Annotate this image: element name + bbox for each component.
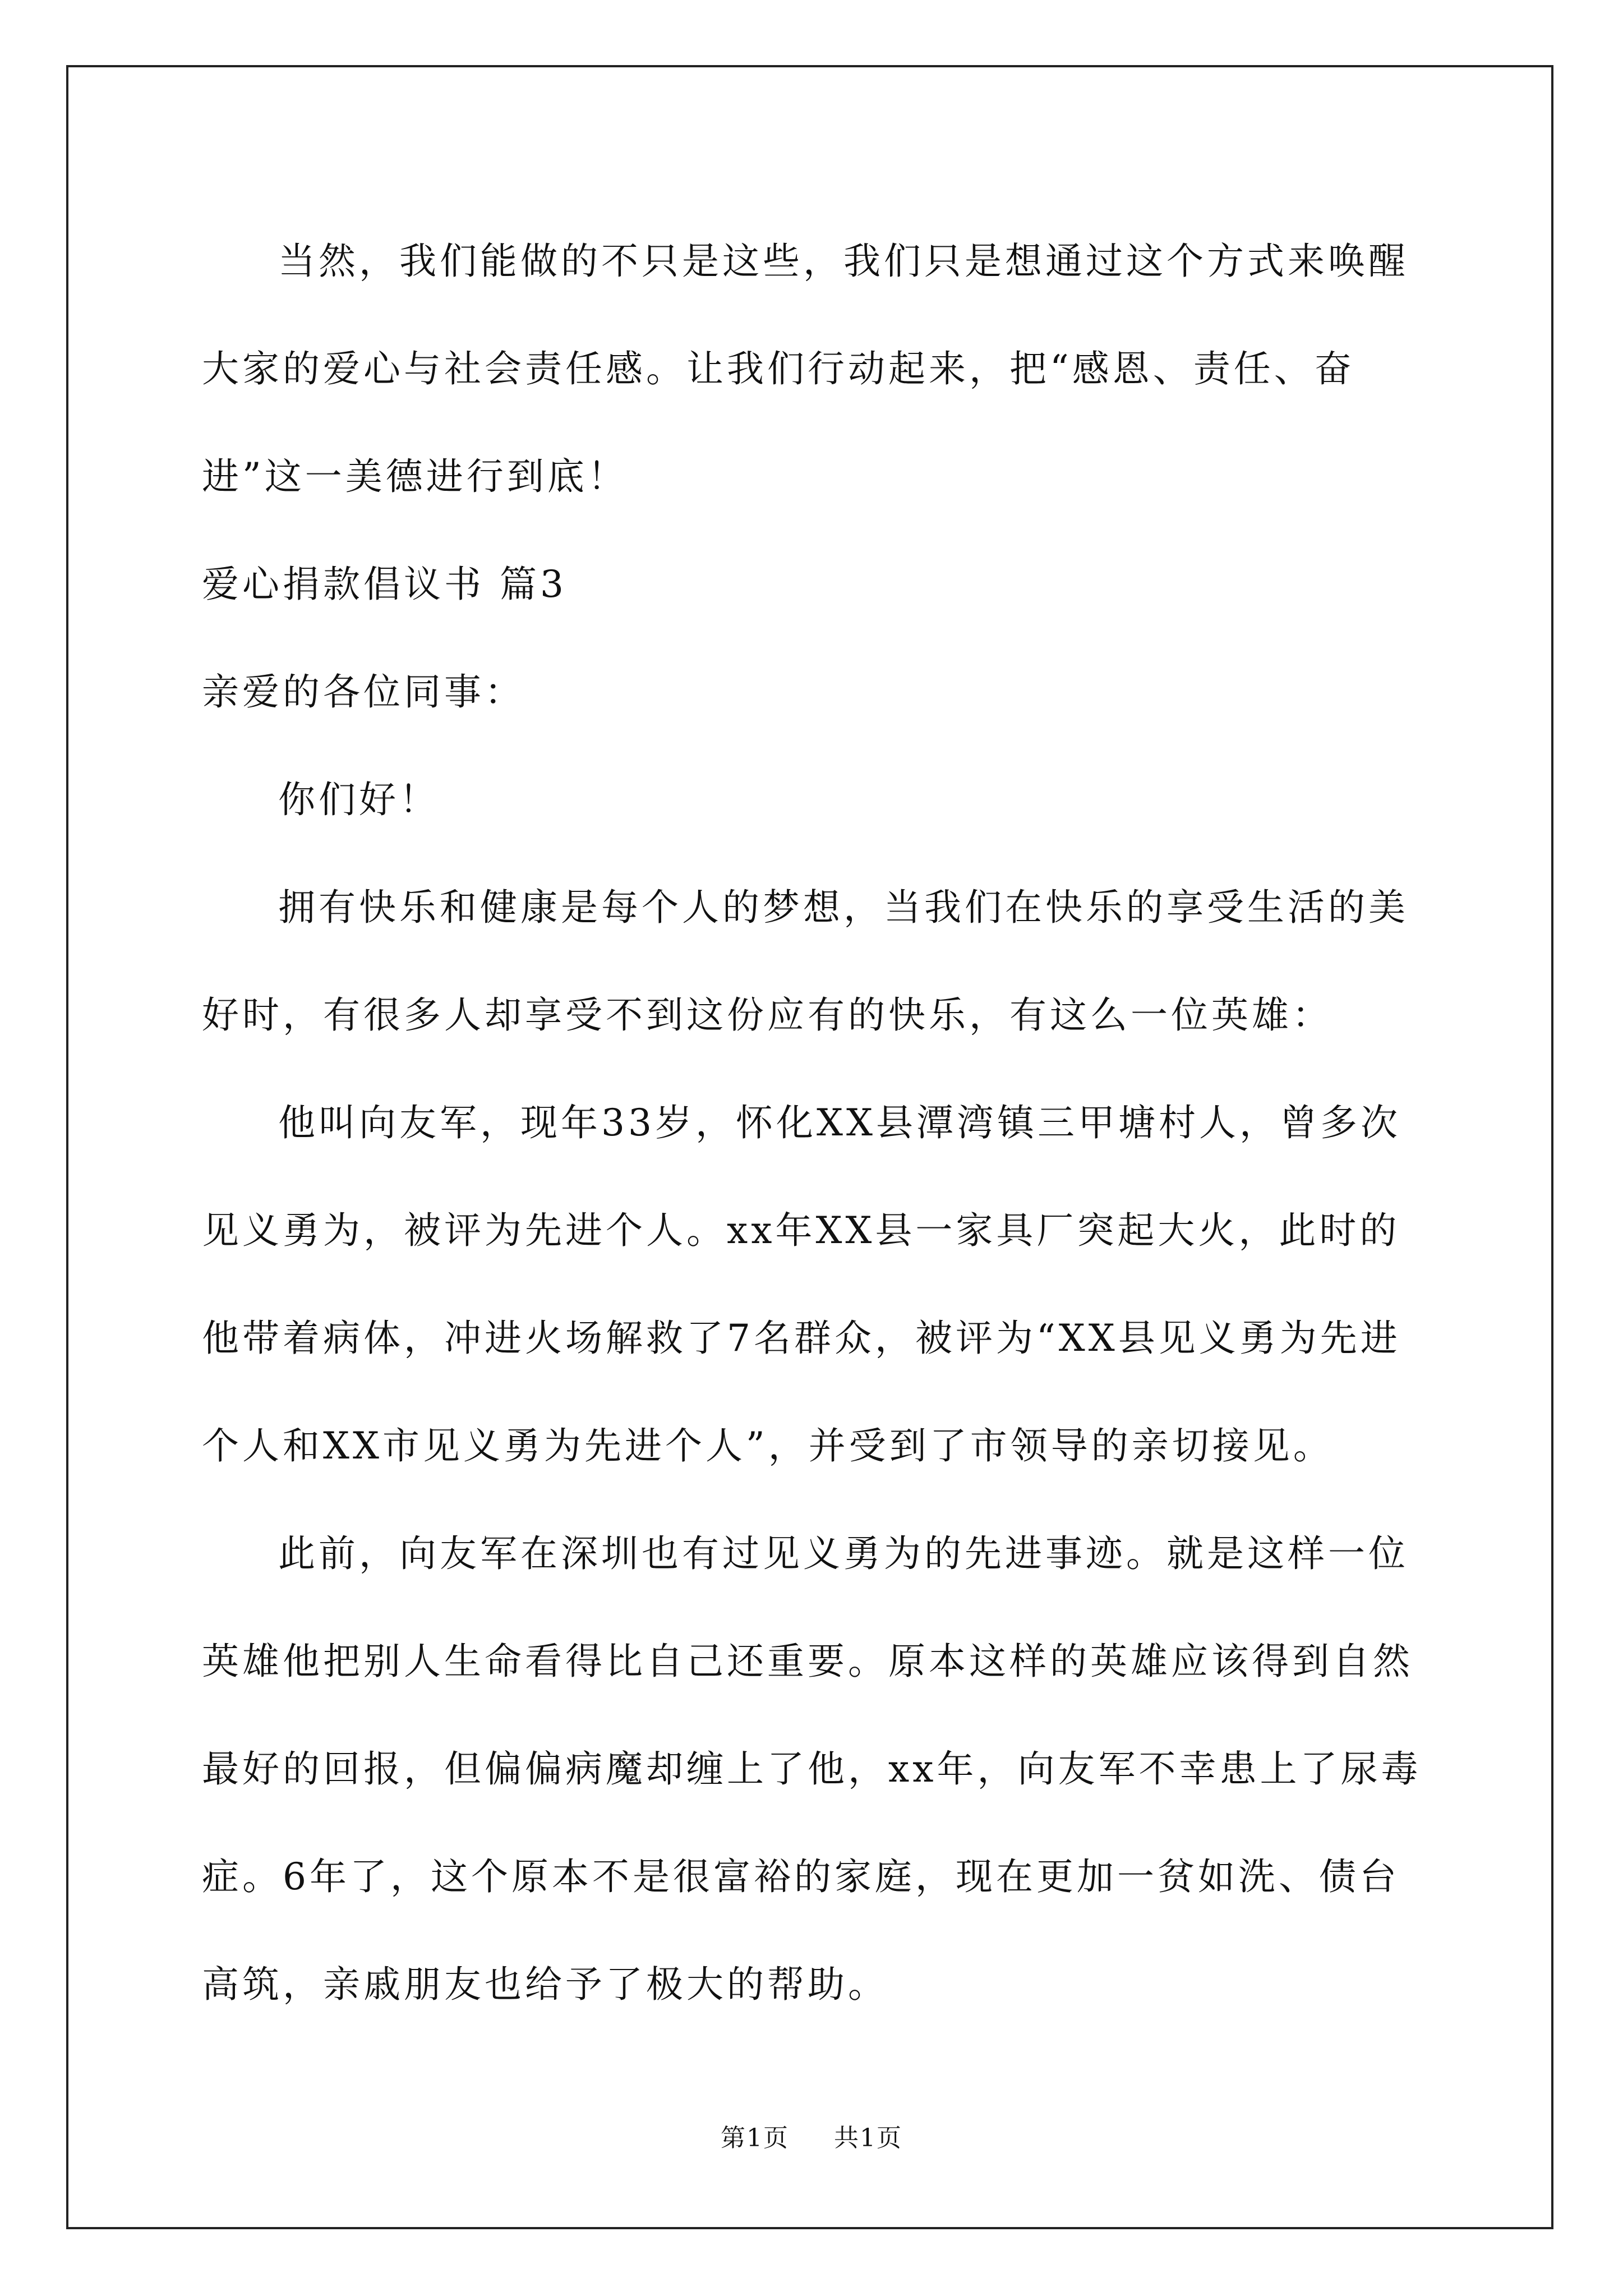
page-total: 共1页 xyxy=(834,2124,902,2152)
section-title: 爱心捐款倡议书 篇3 xyxy=(202,563,567,606)
paragraph-closing: 当然，我们能做的不只是这些，我们只是想通过这个方式来唤醒大家的爱心与社会责任感。让我们行动起来，把“感恩、责任、奋进”这一美德进行到底！ xyxy=(202,240,1409,498)
page-footer xyxy=(0,2122,1623,2155)
paragraph-story: 他叫向友军，现年33岁，怀化XX县潭湾镇三甲塘村人，曾多次见义勇为，被评为先进个人。xx年XX县一家具厂突起大火，此时的他带着病体，冲进火场解救了7名群众，被评为“XX县见义勇为先进个人和XX市见义勇为先进个人”，并受到了市领导的亲切接见。 xyxy=(202,1101,1401,1467)
page-number: 第1页 xyxy=(721,2124,789,2152)
paragraph-intro: 拥有快乐和健康是每个人的梦想，当我们在快乐的享受生活的美好时，有很多人却享受不到这份应有的快乐，有这么一位英雄： xyxy=(202,886,1409,1037)
salutation: 亲爱的各位同事： xyxy=(202,670,525,714)
greeting: 你们好！ xyxy=(278,778,440,821)
paragraph-illness: 此前，向友军在深圳也有过见义勇为的先进事迹。就是这样一位英雄他把别人生命看得比自己还重要。原本这样的英雄应该得到自然最好的回报，但偏偏病魔却缠上了他，xx年，向友军不幸患上了尿毒症。6年了，这个原本不是很富裕的家庭，现在更加一贫如洗、债台高筑，亲戚朋友也给予了极大的帮助。 xyxy=(202,1532,1422,2006)
document-body xyxy=(202,208,1436,2039)
